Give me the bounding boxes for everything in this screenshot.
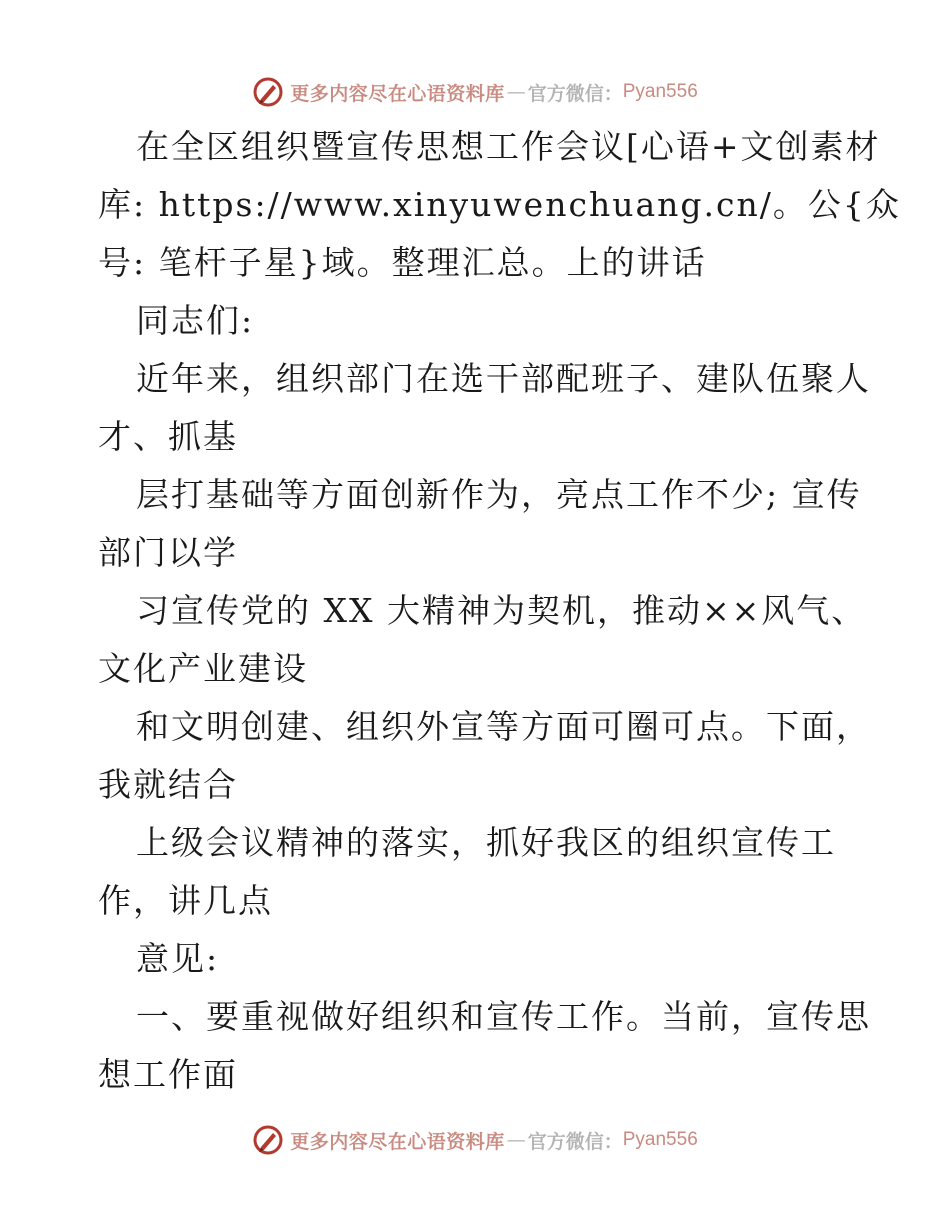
watermark-separator: — (506, 1129, 526, 1151)
watermark-separator: — (506, 81, 526, 103)
text-line: 习宣传党的 XX 大精神为契机，推动××风气、 (136, 591, 867, 630)
text-line: 作，讲几点 (98, 881, 273, 920)
text-line: 层打基础等方面创新作为，亮点工作不少; 宣传 (136, 475, 862, 514)
watermark-handle: Pyan556 (622, 81, 698, 102)
text-line: 号: 笔杆子星}域。整理汇总。上的讲话 (98, 243, 707, 282)
text-line: 想工作面 (98, 1055, 238, 1094)
header-watermark (0, 72, 950, 112)
pen-logo-icon (252, 1124, 284, 1156)
text-line: 一、要重视做好组织和宣传工作。当前，宣传思 (136, 997, 871, 1036)
text-line: 和文明创建、组织外宣等方面可圈可点。下面， (136, 707, 871, 746)
watermark-label: 官方微信： (527, 82, 623, 105)
watermark-text: 更多内容尽在心语资料库 (290, 1130, 505, 1153)
footer-watermark (0, 1120, 950, 1160)
text-line: 意见: (136, 939, 220, 978)
watermark-text: 更多内容尽在心语资料库 (290, 82, 505, 105)
text-line: 在全区组织暨宣传思想工作会议[心语+文创素材 (136, 127, 881, 166)
text-line: 上级会议精神的落实，抓好我区的组织宣传工 (136, 823, 836, 862)
text-line: 才、抓基 (98, 417, 238, 456)
document-body (98, 118, 901, 1104)
text-line: 库: https://www.xinyuwenchuang.cn/。公{众 (98, 185, 901, 224)
text-line: 近年来，组织部门在选干部配班子、建队伍聚人 (136, 359, 871, 398)
pen-logo-icon (252, 76, 284, 108)
watermark-handle: Pyan556 (622, 1129, 698, 1150)
text-line: 我就结合 (98, 765, 238, 804)
text-line: 同志们: (136, 301, 255, 340)
text-line: 文化产业建设 (98, 649, 308, 688)
watermark-label: 官方微信： (527, 1130, 623, 1153)
text-line: 部门以学 (98, 533, 238, 572)
